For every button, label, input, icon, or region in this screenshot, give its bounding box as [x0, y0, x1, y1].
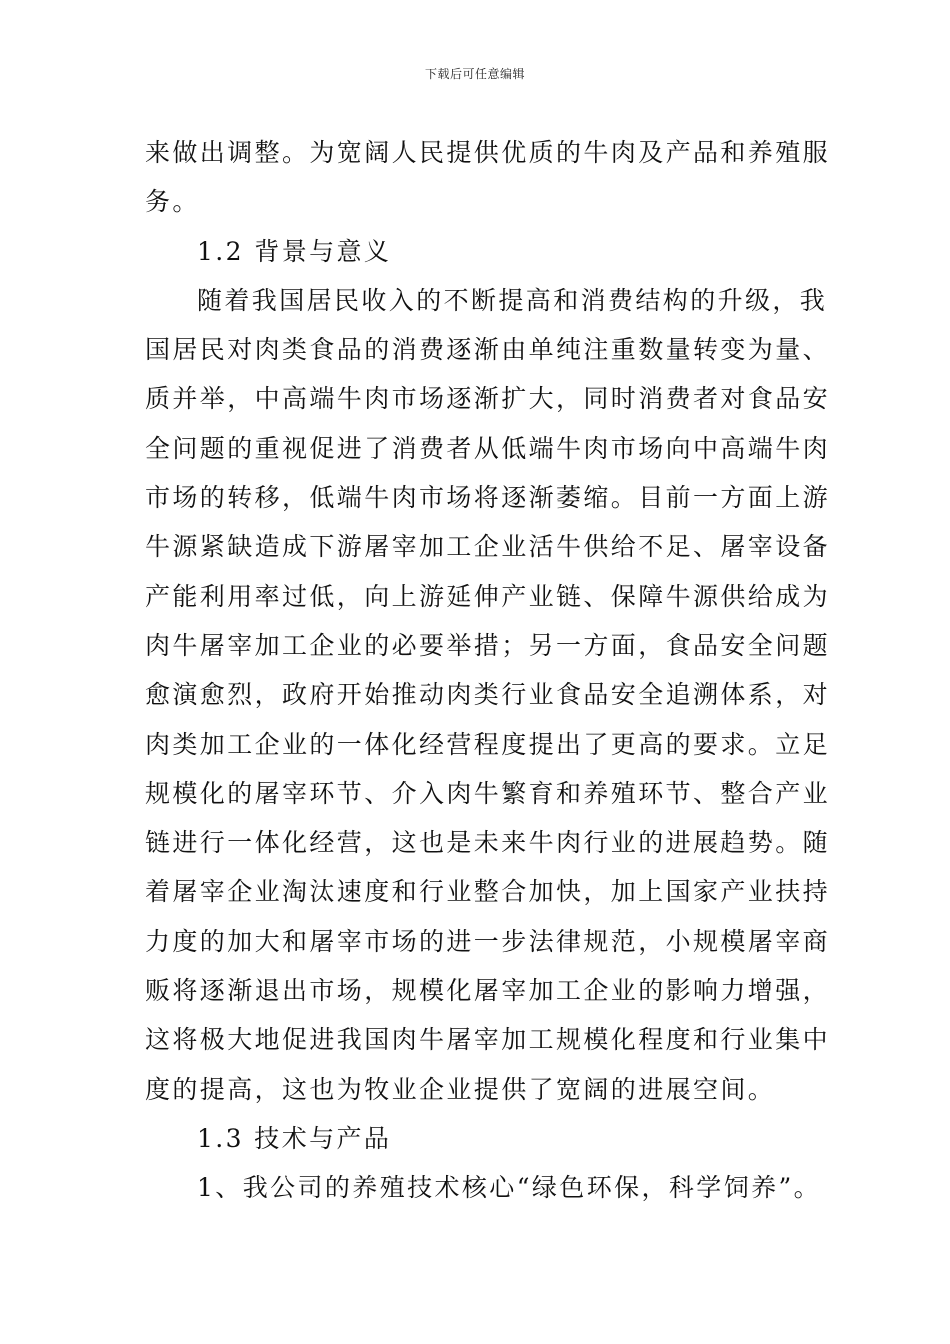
paragraph-line: 肉牛屠宰加工企业的必要举措；另一方面，食品安全问题 [145, 630, 831, 660]
paragraph-line: 质并举，中高端牛肉市场逐渐扩大，同时消费者对食品安 [145, 384, 831, 414]
paragraph-line: 务。 [145, 187, 200, 217]
paragraph-line: 力度的加大和屠宰市场的进一步法律规范，小规模屠宰商 [145, 926, 831, 956]
paragraph-line: 随着我国居民收入的不断提高和消费结构的升级，我 [197, 285, 828, 315]
page-header: 下载后可任意编辑 [424, 67, 525, 81]
paragraph-line: 愈演愈烈，政府开始推动肉类行业食品安全追溯体系，对 [145, 680, 831, 710]
paragraph-line: 全问题的重视促进了消费者从低端牛肉市场向中高端牛肉 [145, 433, 831, 463]
paragraph-line: 牛源紧缺造成下游屠宰加工企业活牛供给不足、屠宰设备 [145, 532, 831, 562]
paragraph-line: 1、我公司的养殖技术核心“绿色环保，科学饲养”。 [197, 1173, 822, 1203]
section-heading-1-3: 1.3 技术与产品 [197, 1123, 392, 1153]
paragraph-line: 贩将逐渐退出市场，规模化屠宰加工企业的影响力增强， [145, 976, 831, 1006]
paragraph-line: 国居民对肉类食品的消费逐渐由单纯注重数量转变为量、 [145, 335, 831, 365]
paragraph-line: 规模化的屠宰环节、介入肉牛繁育和养殖环节、整合产业 [145, 778, 831, 808]
paragraph-line: 来做出调整。为宽阔人民提供优质的牛肉及产品和养殖服 [145, 138, 831, 167]
section-heading-1-2: 1.2 背景与意义 [197, 236, 392, 266]
paragraph-line: 产能利用率过低，向上游延伸产业链、保障牛源供给成为 [145, 581, 831, 611]
paragraph-line: 市场的转移，低端牛肉市场将逐渐萎缩。目前一方面上游 [145, 483, 831, 513]
paragraph-line: 度的提高，这也为牧业企业提供了宽阔的进展空间。 [145, 1074, 776, 1104]
paragraph-line: 链进行一体化经营，这也是未来牛肉行业的进展趋势。随 [145, 828, 831, 858]
paragraph-line: 这将极大地促进我国肉牛屠宰加工规模化程度和行业集中 [145, 1025, 831, 1055]
paragraph-line: 着屠宰企业淘汰速度和行业整合加快，加上国家产业扶持 [145, 877, 831, 907]
body-text [145, 128, 831, 1213]
paragraph-line: 肉类加工企业的一体化经营程度提出了更高的要求。立足 [145, 729, 831, 759]
